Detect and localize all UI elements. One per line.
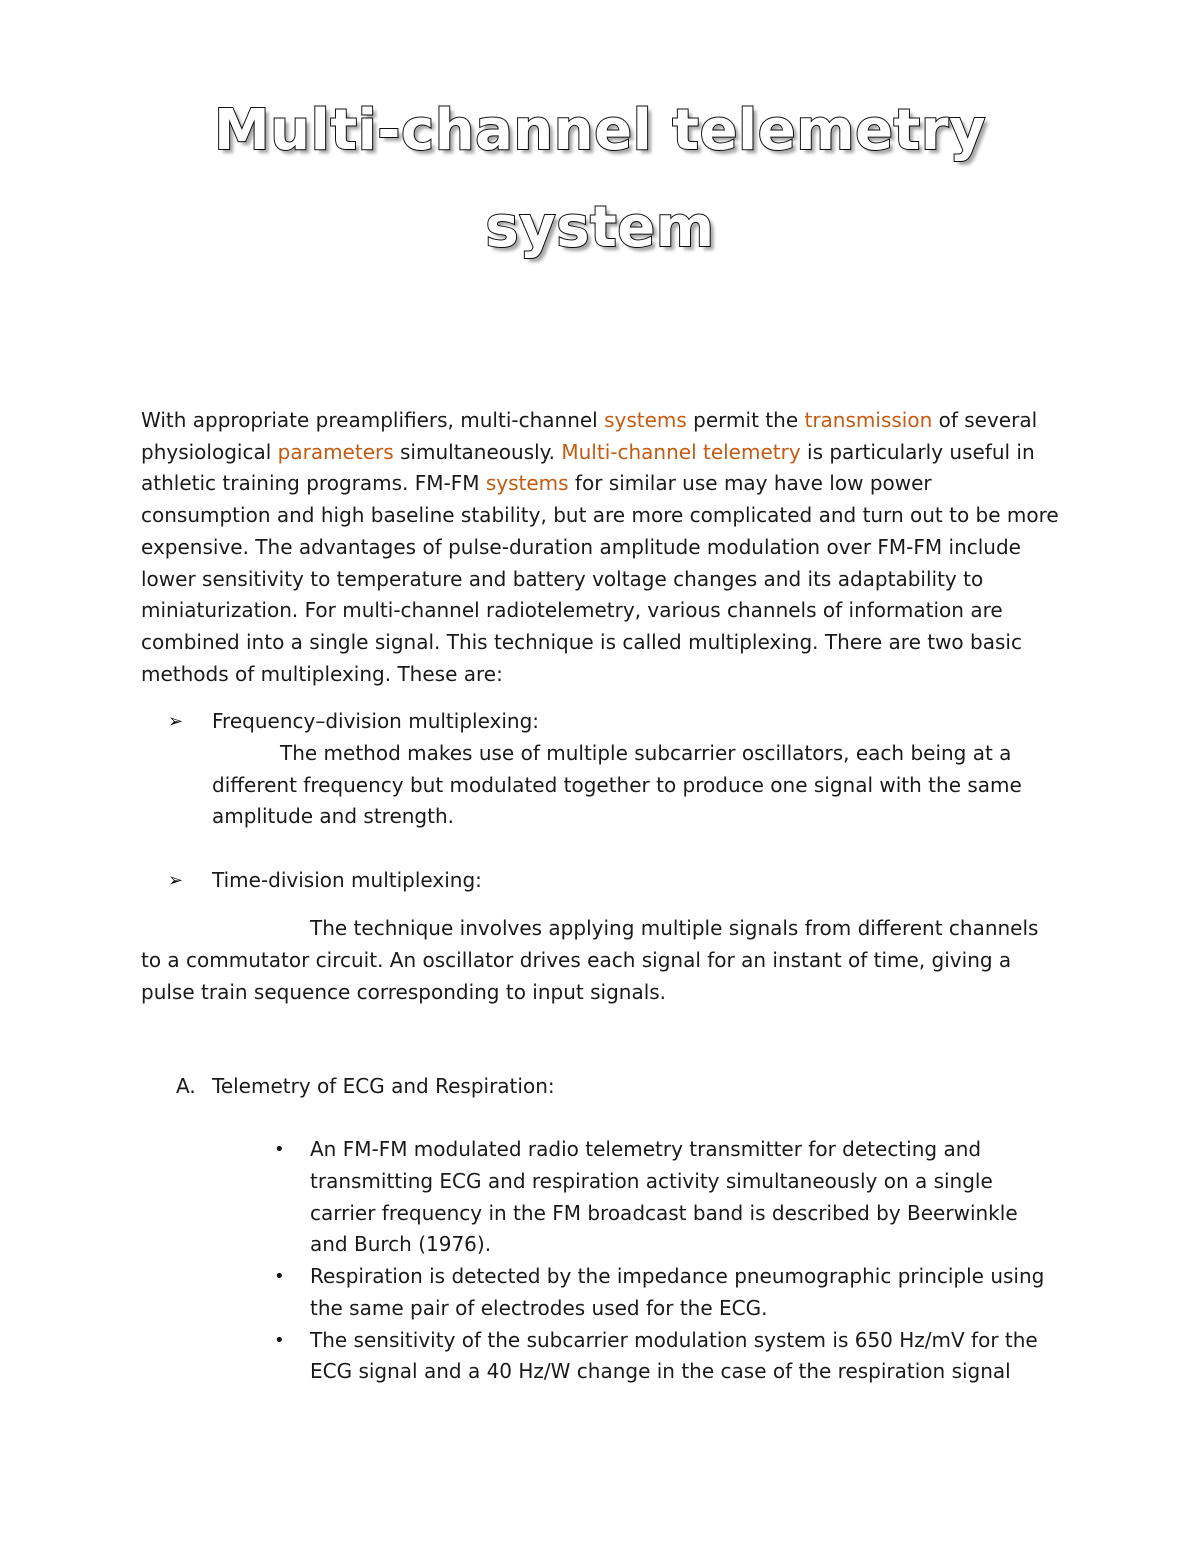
arrow-bullet-icon: ➢	[168, 711, 184, 732]
bullet-dot-icon: •	[274, 1266, 285, 1287]
intro-text: With appropriate preamplifiers, multi-channel	[141, 408, 605, 432]
intro-text: of several physiological	[141, 408, 1038, 464]
intro-text: is particularly useful in athletic training programs. FM-FM	[141, 439, 1035, 496]
highlight-link[interactable]: systems	[485, 471, 569, 496]
highlight-link[interactable]: parameters	[277, 439, 394, 464]
tdm-text-line: pulse train sequence corresponding to input signals.	[141, 980, 667, 1004]
page-title-line-1: Multi-channel telemetry	[214, 98, 986, 163]
intro-text: for similar use may have low power consumption and high baseline stability, but are more complicated and turn out to be more expensive. The advantages of pulse-duration amplitude modulation over FM-FM include lower sensitivity to temperature and battery voltage changes and its adaptability to miniaturization. For multi-channel radiotelemetry, various channels of information are combined into a single signal. This technique is called multiplexing. There are two basic methods of multiplexing. These are:	[141, 471, 1059, 686]
list-item-line: carrier frequency in the FM broadcast band is described by Beerwinkle	[310, 1201, 1018, 1225]
intro-text: simultaneously.	[393, 439, 562, 464]
list-item-line: An FM-FM modulated radio telemetry transmitter for detecting and	[310, 1137, 982, 1161]
fdm-heading: Frequency–division multiplexing:	[212, 709, 540, 733]
list-item-line: the same pair of electrodes used for the ECG.	[310, 1296, 768, 1320]
section-heading: Telemetry of ECG and Respiration:	[212, 1074, 555, 1098]
section-marker: A.	[176, 1074, 196, 1098]
list-item-line: The sensitivity of the subcarrier modulation system is 650 Hz/mV for the	[310, 1328, 1038, 1352]
highlight-link[interactable]: systems	[604, 408, 687, 432]
list-item-line: Respiration is detected by the impedance pneumographic principle using	[310, 1264, 1045, 1288]
tdm-heading: Time-division multiplexing:	[212, 868, 482, 892]
highlight-link[interactable]: transmission	[804, 408, 933, 432]
fdm-text-line: different frequency but modulated together to produce one signal with the same	[212, 773, 1022, 797]
intro-paragraph	[141, 405, 1061, 690]
tdm-text-line: The technique involves applying multiple signals from different channels	[310, 916, 1039, 940]
fdm-text-line: The method makes use of multiple subcarrier oscillators, each being at a	[280, 741, 1012, 765]
bullet-dot-icon: •	[274, 1330, 285, 1351]
list-item-line: transmitting ECG and respiration activity simultaneously on a single	[310, 1169, 993, 1193]
page-title-line-2: system	[485, 195, 715, 260]
list-item-line: ECG signal and a 40 Hz/W change in the case of the respiration signal	[310, 1359, 1011, 1383]
list-item-line: and Burch (1976).	[310, 1232, 492, 1256]
bullet-dot-icon: •	[274, 1139, 285, 1160]
fdm-text-line: amplitude and strength.	[212, 804, 455, 828]
intro-text: permit the	[686, 408, 805, 432]
tdm-text-line: to a commutator circuit. An oscillator drives each signal for an instant of time, giving a	[141, 948, 1012, 972]
highlight-link[interactable]: Multi-channel telemetry	[561, 439, 801, 464]
arrow-bullet-icon: ➢	[168, 870, 184, 891]
